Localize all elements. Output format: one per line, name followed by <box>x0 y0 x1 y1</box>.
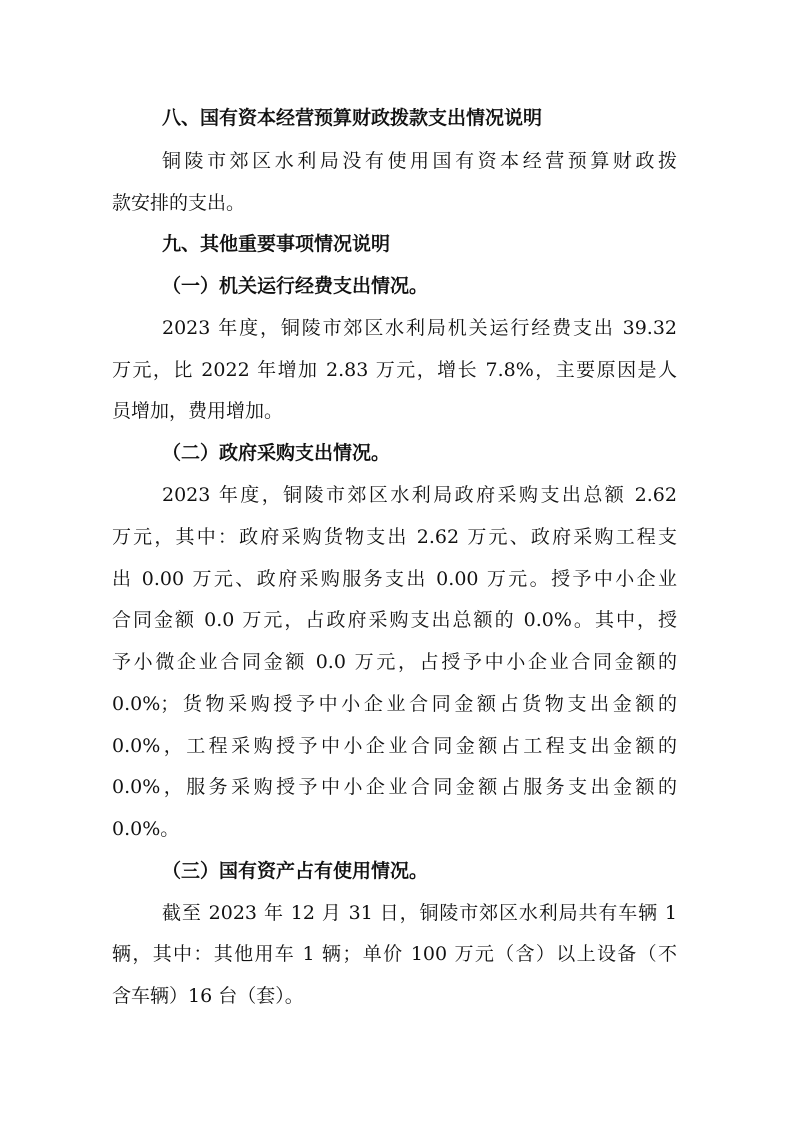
section-heading-8: 八、国有资本经营预算财政拨款支出情况说明 <box>162 107 543 129</box>
paragraph-line: 予小微企业合同金额 0.0 万元，占授予中小企业合同金额的 <box>112 651 677 673</box>
paragraph-line: 0.0%，服务采购授予中小企业合同金额占服务支出金额的 <box>112 776 677 798</box>
paragraph-line: 合同金额 0.0 万元，占政府采购支出总额的 0.0%。其中，授 <box>112 609 677 631</box>
paragraph-line: 0.0%，工程采购授予中小企业合同金额占工程支出金额的 <box>112 735 677 757</box>
paragraph-line: 2023 年度，铜陵市郊区水利局机关运行经费支出 39.32 <box>162 317 677 339</box>
paragraph-line: 万元，其中：政府采购货物支出 2.62 万元、政府采购工程支 <box>112 526 677 548</box>
paragraph-line: 员增加，费用增加。 <box>112 400 284 422</box>
section-heading-9: 九、其他重要事项情况说明 <box>162 233 391 255</box>
subsection-heading-2: （二）政府采购支出情况。 <box>162 442 391 464</box>
paragraph-line: 0.0%；货物采购授予中小企业合同金额占货物支出金额的 <box>112 693 677 715</box>
paragraph-line: 2023 年度，铜陵市郊区水利局政府采购支出总额 2.62 <box>162 484 677 506</box>
paragraph-line: 截至 2023 年 12 月 31 日，铜陵市郊区水利局共有车辆 1 <box>162 902 677 924</box>
paragraph-line: 出 0.00 万元、政府采购服务支出 0.00 万元。授予中小企业 <box>112 568 677 590</box>
paragraph-line: 辆，其中：其他用车 1 辆；单价 100 万元（含）以上设备（不 <box>112 943 677 965</box>
paragraph-line: 款安排的支出。 <box>112 192 246 214</box>
subsection-heading-3: （三）国有资产占有使用情况。 <box>162 860 429 882</box>
subsection-heading-1: （一）机关运行经费支出情况。 <box>162 275 429 297</box>
paragraph-line: 万元，比 2022 年增加 2.83 万元，增长 7.8%，主要原因是人 <box>112 359 677 381</box>
paragraph-line: 0.0%。 <box>112 818 180 840</box>
paragraph-line: 铜陵市郊区水利局没有使用国有资本经营预算财政拨 <box>162 150 677 172</box>
paragraph-line: 含车辆）16 台（套）。 <box>112 985 304 1007</box>
